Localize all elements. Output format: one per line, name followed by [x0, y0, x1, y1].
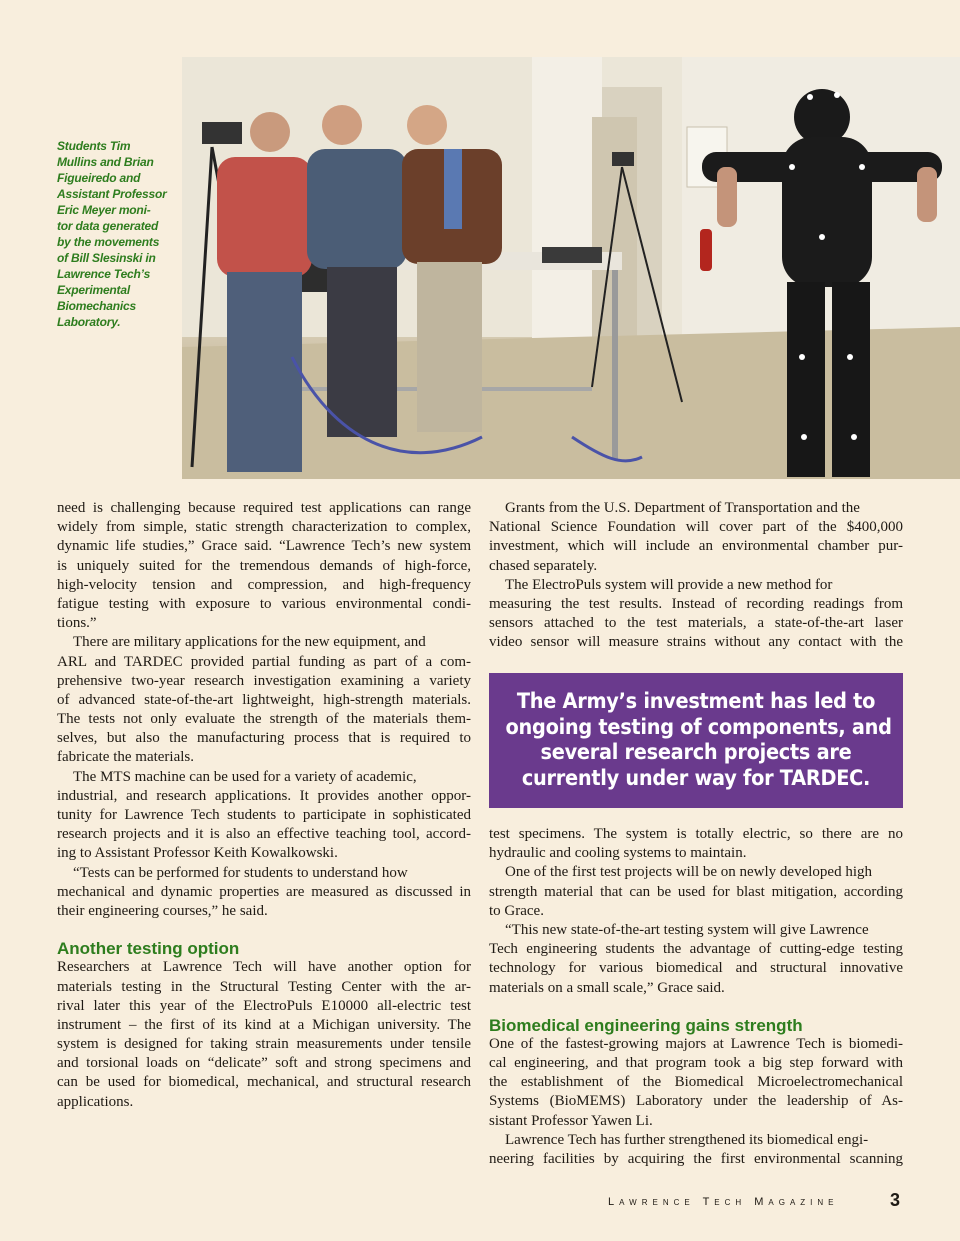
body-line: strength material that can be used for blast mitigation, according: [489, 883, 903, 900]
body-line: tions.”: [57, 615, 97, 632]
right-column-top: [489, 499, 903, 653]
lab-photo: [182, 57, 960, 479]
body-line: materials testing in the Structural Testing Center with the ar-: [57, 978, 471, 995]
body-line: prehensive two-year research investigation examining a variety: [57, 672, 471, 689]
body-line: “Tests can be performed for students to understand how: [73, 864, 408, 881]
body-line: industrial, and research applications. It provides another oppor-: [57, 787, 471, 804]
footer-magazine-name: Lawrence Tech Magazine: [608, 1196, 839, 1208]
body-line: ing to Assistant Professor Keith Kowalkowski.: [57, 845, 338, 862]
body-line: ARL and TARDEC provided partial funding as part of a com-: [57, 653, 471, 670]
lab-photo-illustration: [182, 57, 960, 479]
caption-line: tor data generated: [57, 219, 159, 233]
body-line: applications.: [57, 1093, 134, 1110]
pull-quote-line: several research projects are: [540, 740, 852, 764]
body-line: rival later this year of the ElectroPuls E10000 all-electric test: [57, 997, 471, 1014]
caption-line: Lawrence Tech’s: [57, 267, 151, 281]
body-line: fatigue testing with exposure to various environmental condi-: [57, 595, 471, 612]
caption-line: Figueiredo and: [57, 171, 141, 185]
body-line: The ElectroPuls system will provide a new method for: [505, 576, 833, 593]
body-line: One of the fastest-growing majors at Lawrence Tech is biomedi-: [489, 1035, 903, 1052]
section-heading-another-testing-option: Another testing option: [57, 939, 240, 959]
body-line: fabricate the materials.: [57, 749, 195, 766]
caption-line: of Bill Slesinski in: [57, 251, 156, 265]
caption-line: Assistant Professor: [57, 187, 167, 201]
body-line: selves, but also the manufacturing process that is required to: [57, 730, 471, 747]
caption-line: by the movements: [57, 235, 160, 249]
pull-quote-line: currently under way for TARDEC.: [521, 765, 871, 790]
body-line: sensors attached to the test materials, a state-of-the-art laser: [489, 615, 903, 632]
body-line: Systems (BioMEMS) Laboratory under the leadership of As-: [489, 1093, 903, 1110]
body-line: test specimens. The system is totally electric, so there are no: [489, 826, 903, 842]
body-line: materials on a small scale,” Grace said.: [489, 979, 725, 996]
body-line: need is challenging because required test applications can range: [57, 500, 471, 516]
body-line: investment, which will include an environmental chamber pur-: [489, 538, 903, 555]
left-column: [57, 499, 471, 1112]
body-line: Grants from the U.S. Department of Transportation and the: [505, 500, 860, 516]
body-line: dynamic life studies,” Grace said. “Lawrence Tech’s new system: [57, 538, 471, 555]
body-line: is uniquely suited for the tremendous demands of high-force,: [57, 557, 471, 574]
body-line: system is designed for taking strain measurements under tensile: [57, 1036, 471, 1053]
pull-quote-line: The Army’s investment has led to: [516, 689, 876, 713]
section-heading-biomedical: Biomedical engineering gains strength: [489, 1015, 803, 1035]
body-line: research projects and it is also an effective teaching tool, accord-: [57, 826, 471, 843]
body-line: video sensor will measure strains without any contact with the: [489, 634, 903, 651]
caption-line: Eric Meyer moni-: [57, 203, 151, 217]
body-line: widely from simple, static strength characterization to complex,: [57, 519, 471, 536]
body-line: and torsional loads on “delicate” soft and strong specimens and: [57, 1055, 471, 1072]
caption-line: Students Tim: [57, 139, 131, 153]
body-line: to Grace.: [489, 902, 544, 919]
caption-line: Mullins and Brian: [57, 155, 154, 169]
caption-line: Experimental: [57, 283, 130, 297]
body-line: Tech engineering students the advantage of cutting-edge testing: [489, 941, 903, 958]
body-line: Researchers at Lawrence Tech will have another option for: [57, 959, 471, 976]
body-line: high-velocity tension and compression, and high-frequency: [57, 576, 471, 593]
body-line: chased separately.: [489, 557, 598, 574]
body-line: of advanced state-of-the-art lightweight, high-strength materials.: [57, 691, 471, 708]
body-line: hydraulic and cooling systems to maintain.: [489, 845, 747, 862]
body-line: cal engineering, and that program took a big step forward with: [489, 1055, 903, 1072]
body-line: instrument – the first of its kind at a Michigan university. The: [57, 1016, 471, 1033]
body-line: neering facilities by acquiring the first environmental scanning: [489, 1151, 903, 1167]
body-line: sistant Professor Yawen Li.: [489, 1112, 653, 1129]
pull-quote-line: ongoing testing of components, and: [505, 714, 892, 739]
body-line: measuring the test results. Instead of recording readings from: [489, 595, 903, 612]
caption-line: Laboratory.: [57, 315, 121, 329]
body-line: One of the first test projects will be on newly developed high: [505, 864, 872, 881]
body-line: “This new state-of-the-art testing system will give Lawrence: [505, 921, 869, 938]
pull-quote: [489, 673, 903, 808]
body-line: tunity for Lawrence Tech students to participate in sophisticated: [57, 807, 471, 823]
body-line: mechanical and dynamic properties are measured as discussed in: [57, 883, 471, 900]
body-line: their engineering courses,” he said.: [57, 902, 268, 919]
photo-caption: [57, 138, 175, 330]
body-line: technology for various biomedical and structural innovative: [489, 960, 903, 977]
body-line: the establishment of the Biomedical Microelectromechanical: [489, 1074, 903, 1091]
body-line: Lawrence Tech has further strengthened its biomedical engi-: [505, 1131, 869, 1148]
page-number: 3: [890, 1190, 901, 1210]
caption-line: Biomechanics: [57, 299, 136, 313]
right-column-bottom: [489, 825, 903, 1169]
body-line: The tests not only evaluate the strength of the materials them-: [57, 711, 471, 728]
body-line: The MTS machine can be used for a variety of academic,: [73, 768, 417, 785]
body-line: National Science Foundation will cover part of the $400,000: [489, 519, 903, 536]
body-line: can be used for biomedical, mechanical, and structural research: [57, 1074, 471, 1091]
body-line: There are military applications for the new equipment, and: [73, 634, 426, 651]
